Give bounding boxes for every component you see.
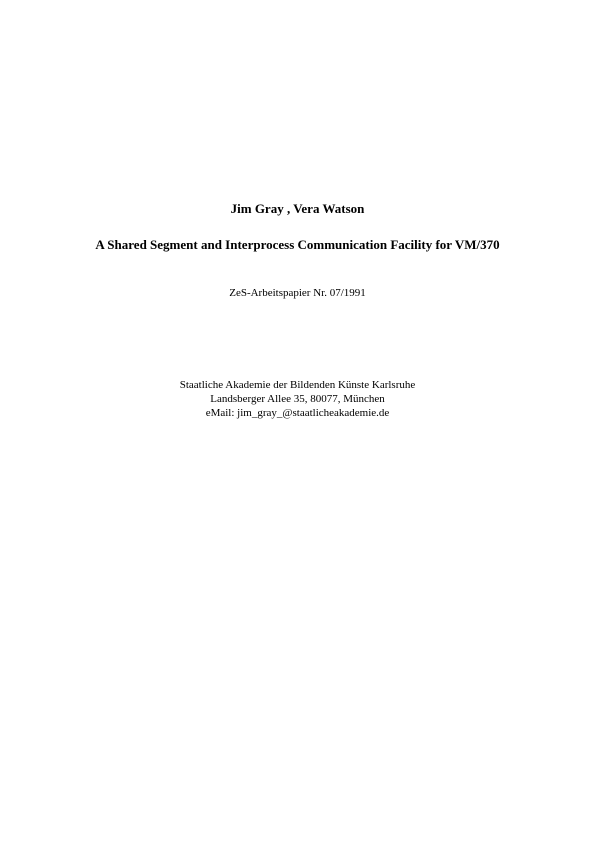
affiliation-block (0, 378, 595, 420)
email: eMail: jim_gray_@staatlicheakademie.de (205, 407, 390, 419)
authors: Jim Gray , Vera Watson (230, 201, 365, 216)
institution: Staatliche Akademie der Bildenden Künste Karlsruhe (179, 379, 416, 391)
working-paper-number: ZeS-Arbeitspapier Nr. 07/1991 (229, 287, 366, 299)
address: Landsberger Allee 35, 80077, München (210, 393, 385, 405)
paper-title: A Shared Segment and Interprocess Communication Facility for VM/370 (95, 237, 500, 252)
